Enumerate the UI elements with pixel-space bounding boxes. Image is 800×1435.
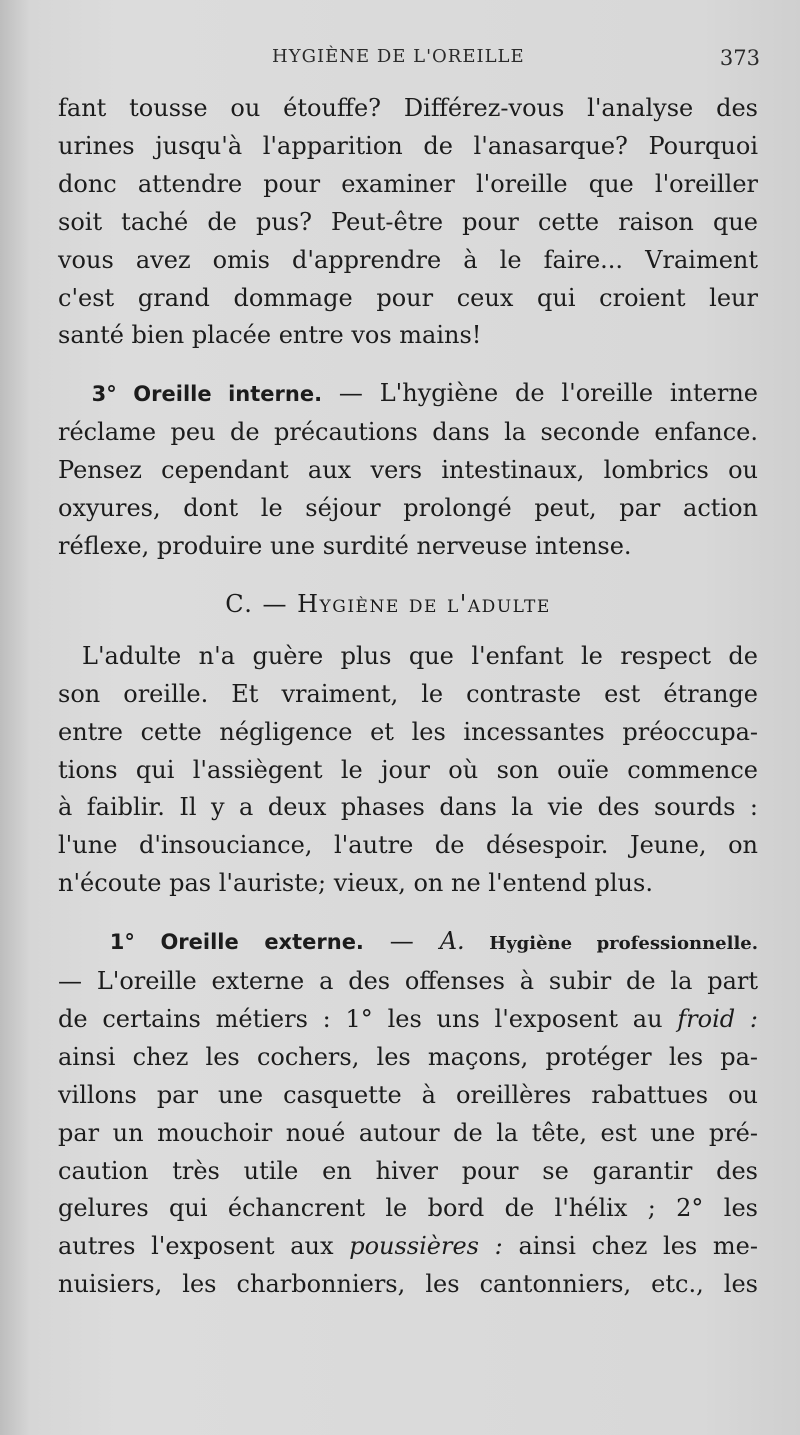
section-title: C. — Hygiène de l'adulte (225, 589, 551, 618)
paragraph-adult (58, 638, 758, 903)
text-line: soit taché de pus? Peut-être pour cette raison que (58, 207, 758, 236)
italic-term: poussières : (349, 1232, 503, 1261)
text-line: réclame peu de précautions dans la seconde enfance. (58, 418, 758, 447)
paragraph-external-ear (58, 923, 758, 1304)
spacer (58, 624, 758, 638)
text-line: n'écoute pas l'auriste; vieux, on ne l'entend plus. (58, 869, 653, 898)
text-line: — L'oreille externe a des offenses à subir de la part (58, 967, 758, 996)
text-run: — (363, 927, 440, 956)
text-line: Pensez cependant aux vers intestinaux, lombrics ou (58, 456, 758, 485)
text-line: caution très utile en hiver pour se garantir des (58, 1156, 758, 1185)
text-line: par un mouchoir noué autour de la tête, est une pré- (58, 1118, 758, 1147)
text-line: entre cette négligence et les incessantes préoccupa- (58, 717, 758, 746)
subheading-professional: Hygiène professionnelle. (464, 933, 758, 955)
paragraph-inner-ear (58, 375, 758, 566)
sub-letter: A. (439, 927, 465, 956)
text-line (58, 375, 758, 414)
spacer (58, 355, 758, 375)
page-number: 373 (719, 46, 760, 70)
heading-external-ear: 1° Oreille externe. (109, 930, 364, 955)
running-title: HYGIÈNE DE L'OREILLE (272, 46, 525, 67)
text-line: nuisiers, les charbonniers, les cantonniers, etc., les (58, 1270, 758, 1299)
page-header (60, 46, 760, 76)
text-line (58, 1001, 758, 1039)
text-line: urines jusqu'à l'apparition de l'anasarque? Pourquoi (58, 131, 758, 160)
text-run: autres l'exposent aux (58, 1232, 350, 1261)
text-line: donc attendre pour examiner l'oreille que l'oreiller (58, 169, 758, 198)
text-line: l'une d'insouciance, l'autre de désespoir. Jeune, on (58, 831, 758, 860)
page-body (58, 90, 758, 1304)
spacer (58, 566, 758, 586)
text-line: oxyures, dont le séjour prolongé peut, par action (58, 494, 758, 523)
text-line: vous avez omis d'apprendre à le faire... Vraiment (58, 245, 758, 274)
text-line (58, 923, 758, 963)
paragraph-continuation (58, 90, 758, 355)
heading-inner-ear: 3° Oreille interne. (91, 382, 323, 407)
text-line: villons par une casquette à oreillères rabattues ou (58, 1080, 758, 1109)
text-line: gelures qui échancrent le bord de l'hélix ; 2° les (58, 1194, 758, 1223)
text-line (58, 1228, 758, 1266)
text-line: c'est grand dommage pour ceux qui croient leur (58, 283, 758, 312)
text-line: tions qui l'assiègent le jour où son ouïe commence (58, 755, 758, 784)
text-line: santé bien placée entre vos mains! (58, 321, 482, 350)
italic-term: froid : (677, 1004, 758, 1033)
text-line: réflexe, produire une surdité nerveuse intense. (58, 531, 632, 560)
text-run: ainsi chez les me- (502, 1232, 758, 1261)
text-line: son oreille. Et vraiment, le contraste est étrange (58, 679, 758, 708)
text-line: L'adulte n'a guère plus que l'enfant le respect de (82, 641, 758, 670)
text-run: — L'hygiène de l'oreille interne (322, 379, 758, 408)
text-run: de certains métiers : 1° les uns l'exposent au (58, 1004, 678, 1033)
text-line: à faiblir. Il y a deux phases dans la vie des sourds : (58, 793, 758, 822)
text-line: fant tousse ou étouffe? Différez-vous l'analyse des (58, 94, 758, 122)
spacer (58, 903, 758, 923)
text-line: ainsi chez les cochers, les maçons, protéger les pa- (58, 1042, 758, 1071)
